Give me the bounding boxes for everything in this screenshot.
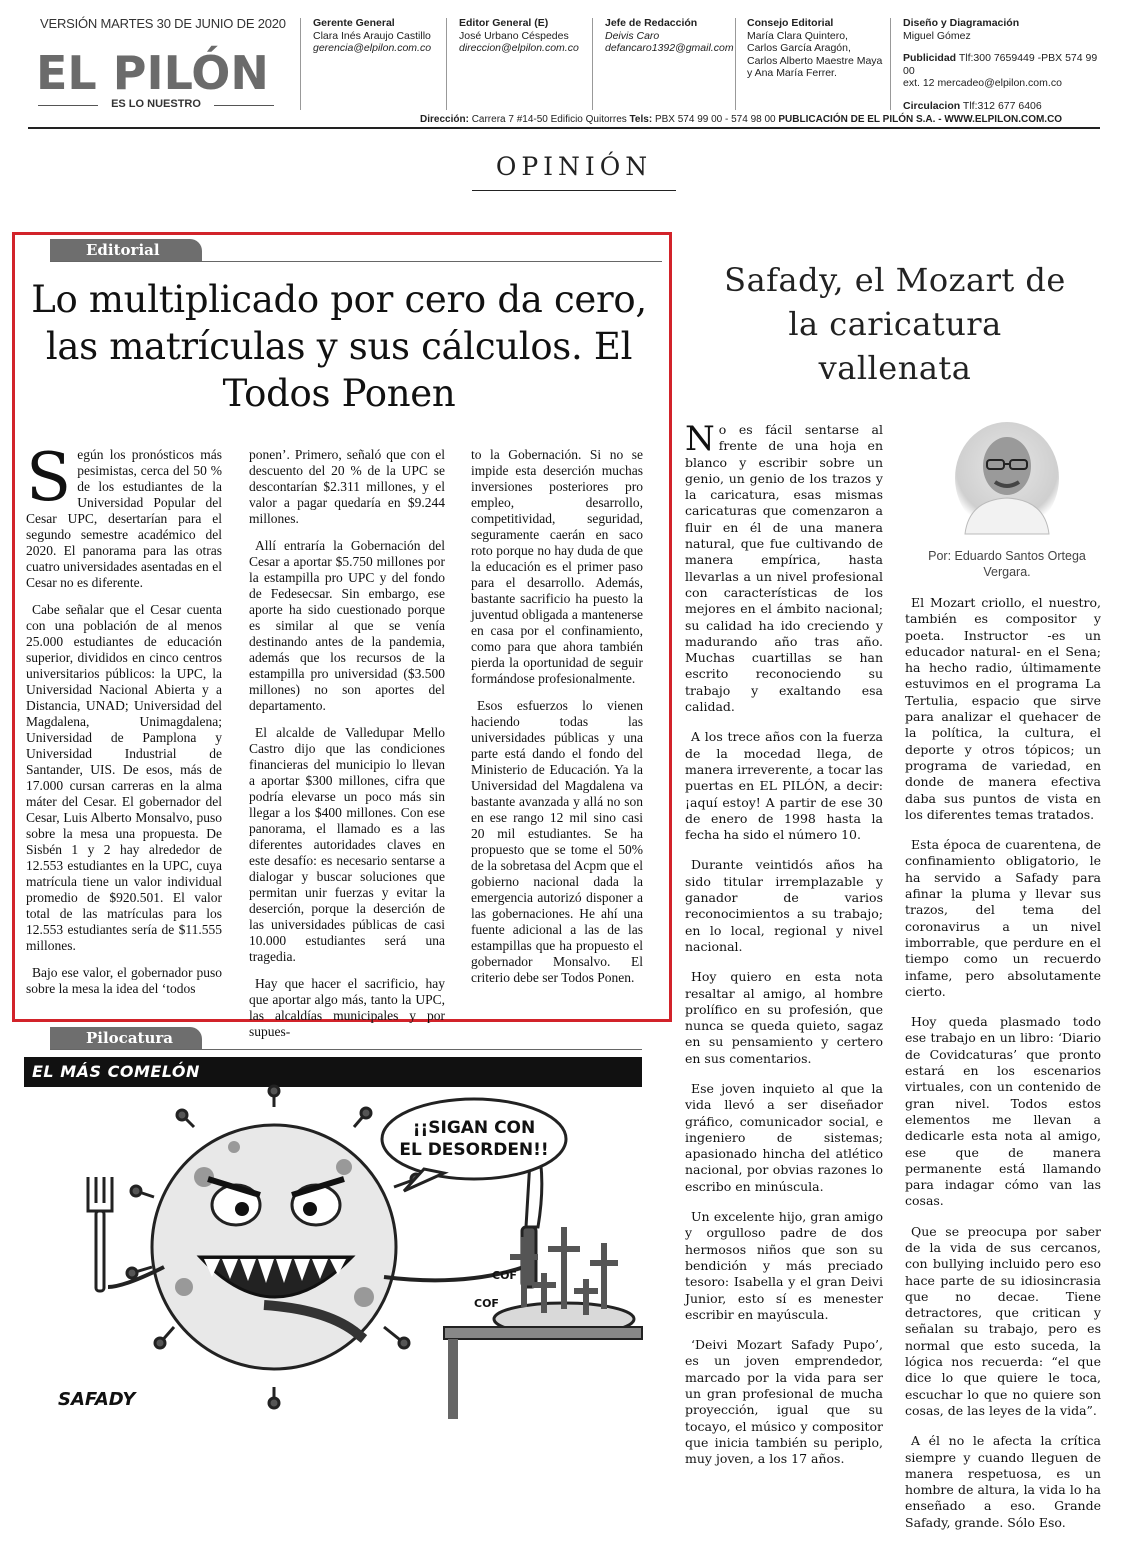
editorial-paragraph: Esos esfuerzos lo vienen haciendo todas las universidades públicas y una parte está dando el fondo del Ministerio de Educación. Ya la Universidad del Magdalena va bastante avanzada y allá no son en ese rango 12 mil sino casi 20 mil estudiantes. Se ha propuesto que se tome el 50% de la sobretasa del Acpm que el gobierno nacional dada la emergencia autorizó disponer a las gobernaciones. He ahí una fuente adicional a las de las estampillas que ha propuesto el gobernador Monsalvo. El criterio debe ser Todos Ponen. xyxy=(471,698,643,985)
staff-name: Clara Inés Araujo Castillo xyxy=(313,29,431,42)
address-value: Carrera 7 #14-50 Edificio Quitorres xyxy=(471,114,627,125)
staff-email[interactable]: direccion@elpilon.com.co xyxy=(459,42,579,54)
staff-name: Miguel Gómez xyxy=(903,29,971,42)
cartoonist-signature: SAFADY xyxy=(58,1389,136,1410)
speech-line-1: ¡¡SIGAN CON xyxy=(412,1118,536,1138)
publicidad-phone: Tlf:300 7659449 -PBX 574 99 00 xyxy=(903,52,1098,77)
speech-line-2: EL DESORDEN!! xyxy=(399,1140,549,1160)
staff-email[interactable]: gerencia@elpilon.com.co xyxy=(313,42,432,54)
opinion-paragraph: A los trece años con la fuerza de la mocedad llega, de manera irreverente, a tocar las puertas en EL PILÓN, a decir: ¡aquí estoy! A partir de ese 30 de enero de 1998 hasta la fecha ha sido el número 10. xyxy=(685,729,883,843)
staff-jefe-redaccion xyxy=(605,17,735,55)
publicidad-ext: ext. 12 mercadeo@elpilon.com.co xyxy=(903,77,1062,89)
cartoon-illustration[interactable] xyxy=(24,1087,642,1421)
staff-name: Carlos Alberto Maestre Maya xyxy=(747,54,883,67)
editorial-paragraph: Cabe señalar que el Cesar cuenta con una población de al menos 25.000 estudiantes de educación superior, divididos en cinco centros universitarios públicos: la UPC, la Universidad Nacional Abierta y a Distancia, UNAD; Universidad del Magdalena, Unimagdalena; Universidad de Pamplona y Universidad Industrial de Santander, UIS. De esos, más de 17.000 cursan carreras en la alma máter del Cesar. El gobernador del Cesar, Luis Alberto Monsalvo, puso sobre la mesa una propuesta. De Sisbén 1 y 2 hay alrededor de 12.553 estudiantes en la UPC, cuya matrícula tiene un valor individual promedio de $920.501. El valor total de las matrículas para los 12.553 estudiantes sería de $11.555 millones. xyxy=(26,602,222,953)
editorial-column-3 xyxy=(471,447,643,997)
opinion-paragraph: Un excelente hijo, gran amigo y orgulloso padre de dos hermosos niños que son su bendición y más preciado tesoro: Isabella y el gran Deivi Junior, esto sí es menester escribir en mayúscula. xyxy=(685,1209,883,1322)
section-title: OPINIÓN xyxy=(495,152,653,181)
staff-name: María Clara Quintero, xyxy=(747,29,848,42)
staff-consejo-editorial xyxy=(747,17,887,80)
cough-text: COF xyxy=(474,1297,499,1310)
staff-divider xyxy=(446,18,447,110)
opinion-paragraph: Hoy quiero en esta nota resaltar al amigo, al hombre prolífico en su profesión, que nunca se queda quieto, sagaz en su pensamiento y certero en sus comentarios. xyxy=(685,969,883,1066)
editorial-paragraph: ponen’. Primero, señaló que con el descuento del 20 % de la UPC se descontarían $2.311 millones, y el valor a pagar quedaría en $9.244 millones. xyxy=(249,447,445,526)
staff-diseno xyxy=(903,17,1103,112)
pilocatura-tab-rule xyxy=(50,1049,642,1050)
staff-name: Deivis Caro xyxy=(605,29,660,42)
opinion-column-2 xyxy=(905,595,1101,1545)
opinion-column-1 xyxy=(685,419,883,1482)
table-top xyxy=(444,1327,642,1339)
editorial-paragraph: Allí entraría la Gobernación del Cesar a aportar $5.750 millones por la estampilla pro UPC y del fondo de Fedesecsar. Sin embargo, ese aporte ha sido cuestionado porque es similar al que se venía destinando antes de la pandemia, además que los recursos de la estampilla pro universidad ($3.500 millones) no son aportes del departamento. xyxy=(249,538,445,713)
address-label: Dirección: xyxy=(420,114,469,125)
editorial-headline: Lo multiplicado por cero da cero, las matrículas y sus cálculos. El Todos Ponen xyxy=(31,278,647,415)
staff-editor xyxy=(459,17,589,55)
editorial-paragraph: Bajo ese valor, el gobernador puso sobre la mesa la idea del ‘todos xyxy=(26,965,222,996)
opinion-paragraph: Que se preocupa por saber de la vida de sus cercanos, con bullying incluido pero eso hace parte de su idiosincrasia que no decae. Tiene detractores, que critican y señalan su trabajo, pero es normal que esto suceda, la lógica nos recuerda: “el que dice lo que quiere le toca, escuchar lo que no quiere son cosas, de las leyes de la vida”. xyxy=(905,1223,1101,1418)
staff-email[interactable]: defancaro1392@gmail.com xyxy=(605,42,734,54)
editorial-column-1 xyxy=(26,439,222,1008)
edition-date: VERSIÓN MARTES 30 DE JUNIO DE 2020 xyxy=(40,16,286,31)
opinion-paragraph: Esta época de cuarentena, de confinamiento obligatorio, le ha servido a Safady para afinar la pluma y llevar sus trazos, del tema del coronavirus a un nivel imborrable, que perdure en el tiempo como un recuerdo infame, pero absolutamente cierto. xyxy=(905,837,1101,999)
staff-role: Diseño y Diagramación xyxy=(903,17,1020,29)
newspaper-logo[interactable]: EL PILÓN xyxy=(36,46,269,100)
author-byline: Por: Eduardo Santos Ortega Vergara. xyxy=(928,549,1086,579)
pilocatura-tab: Pilocatura xyxy=(50,1027,202,1049)
staff-gerente xyxy=(313,17,443,55)
editorial-paragraph: egún los pronósticos más pesimistas, cerca del 50 % de los estudiantes de la Universidad Popular del Cesar UPC, desertarían para el segundo semestre académico del 2020. El panorama para las otras cuatro universidades asentadas en el Cesar no es diferente. xyxy=(26,447,222,590)
author-photo xyxy=(955,422,1059,534)
editorial-tab-rule xyxy=(50,261,662,262)
staff-role: Jefe de Redacción xyxy=(605,17,698,29)
cartoon-title: EL MÁS COMELÓN xyxy=(32,1062,200,1081)
publicidad-label: Publicidad xyxy=(903,52,957,64)
opinion-paragraph: Durante veintidós años ha sido titular irremplazable y ganador de varios reconocimientos a su trabajo; en lo local, regional y nivel nacional. xyxy=(685,857,883,954)
opinion-dropcap: N xyxy=(685,419,715,459)
address-bar xyxy=(420,114,1062,125)
opinion-headline: Safady, el Mozart de la caricatura vallenata xyxy=(724,261,1066,387)
tagline xyxy=(38,98,274,112)
opinion-paragraph: El Mozart criollo, el nuestro, también es compositor y poeta. Instructor -es un educador natural- en el Sena; ha hecho radio, últimamente estuvimos en el programa La Tertulia, espacio que sirve para analizar el quehacer de la política, la cultura, el deporte y otros tópicos; un programa de variedad, en donde de manera efectiva daba sus puntos de vista en los diferentes temas tratados. xyxy=(905,595,1101,822)
author-portrait-icon xyxy=(955,422,1059,534)
opinion-paragraph: Hoy queda plasmado todo ese trabajo en un libro: ‘Diario de Covidcaturas’ que pronto estará en los escenarios virtuales, con un contenido de gran nivel. Todos estos elementos me llevan a dedicarle esta nota al amigo, ese que de manera permanente está llamando para indagar cómo van las cosas. xyxy=(905,1014,1101,1209)
publicidad-info xyxy=(903,52,1103,77)
editorial-paragraph: El alcalde de Valledupar Mello Castro dijo que las condiciones financieras del municipio lo llevan a aportar $300 millones, cifra que podría elevarse un poco más sin llegar a los $400 millones. Con ese panorama, el llamado es a las diferentes autoridades claves en este desafío: es necesario sentarse a dialogar y buscar soluciones que permitan unir fuerzas y evitar la deserción, porque la deserción de las universidades públicas de casi 10.000 estudiantes será una tragedia. xyxy=(249,725,445,964)
staff-divider xyxy=(890,18,891,110)
cough-text: COF xyxy=(492,1269,517,1282)
staff-divider xyxy=(592,18,593,110)
editorial-paragraph: to la Gobernación. Si no se impide esta deserción muchas inversiones posteriores pro empleo, desarrollo, competitividad, seguridad, seguramente caerán en saco roto porque no hay duda de que la educación es el primer paso para el desarrollo. Además, bastante sacrificio ha puesto la juventud obligada a mantenerse en casa por el confinamiento, como para que ahora también pierda la oportunidad de seguir formándose profesionalmente. xyxy=(471,447,643,686)
opinion-paragraph: ‘Deivi Mozart Safady Pupo’, es un joven emprendedor, marcado por la vida para ser un gran profesional de mucha proyección, igual que su tocayo, el músico y compositor que inicia también su periplo, muy joven, a los 17 años. xyxy=(685,1337,883,1467)
tagline-rule-right xyxy=(214,105,274,106)
staff-name: José Urbano Céspedes xyxy=(459,29,569,42)
tagline-text: ES LO NUESTRO xyxy=(111,98,201,110)
editorial-paragraph: Hay que hacer el sacrificio, hay que aportar algo más, tanto la UPC, las alcaldías municipales y por supues- xyxy=(249,976,445,1039)
circulacion-info xyxy=(903,100,1103,113)
opinion-paragraph: Ese joven inquieto al que la vida llevó a ser diseñador gráfico, comunicador social, e ingeniero de sistemas; apasionado hincha del atlético nacional, por obvias razones lo escribo en minúscula. xyxy=(685,1080,883,1194)
staff-name: y Ana María Ferrer. xyxy=(747,67,837,79)
staff-role: Consejo Editorial xyxy=(747,17,834,29)
opinion-paragraph: A él no le afecta la crítica siempre y cuando lleguen de manera respetuosa, es un hombre de altura, la vida lo ha enseñado a eso. Grande Safady, grande. Sólo Eso. xyxy=(905,1433,1101,1530)
staff-name: Carlos García Aragón, xyxy=(747,42,851,54)
publisher-info[interactable]: PUBLICACIÓN DE EL PILÓN S.A. - WWW.ELPILON.COM.CO xyxy=(778,114,1063,125)
editorial-dropcap: S xyxy=(26,439,72,516)
staff-role: Editor General (E) xyxy=(459,17,549,29)
editorial-column-2 xyxy=(249,447,445,1051)
masthead-divider xyxy=(28,127,1100,129)
editorial-tab: Editorial xyxy=(50,239,202,261)
staff-divider xyxy=(300,18,301,110)
opinion-paragraph: o es fácil sentarse al frente de una hoja en blanco y escribir sobre un genio, un genio de los trazos y la caricatura, esas mismas caricaturas que comenzaron a fluir en él de una manera natural, que fue cultivando de manera empírica, hasta llevarlas a un nivel profesional con características de los mejores en el ámbito nacional; su calidad ha ido creciendo y madurando año tras año. Muchas cuartillas se han escrito reconociendo su trabajo y exaltando esa calidad. xyxy=(685,422,883,715)
staff-role: Gerente General xyxy=(313,17,395,29)
section-title-underline xyxy=(472,190,676,191)
circulacion-phone: Tlf:312 677 6406 xyxy=(962,99,1042,112)
tels-value: PBX 574 99 00 - 574 98 00 xyxy=(654,114,776,125)
staff-divider xyxy=(735,18,736,110)
tels-label: Tels: xyxy=(629,114,653,125)
circulacion-label: Circulacion xyxy=(903,99,961,112)
